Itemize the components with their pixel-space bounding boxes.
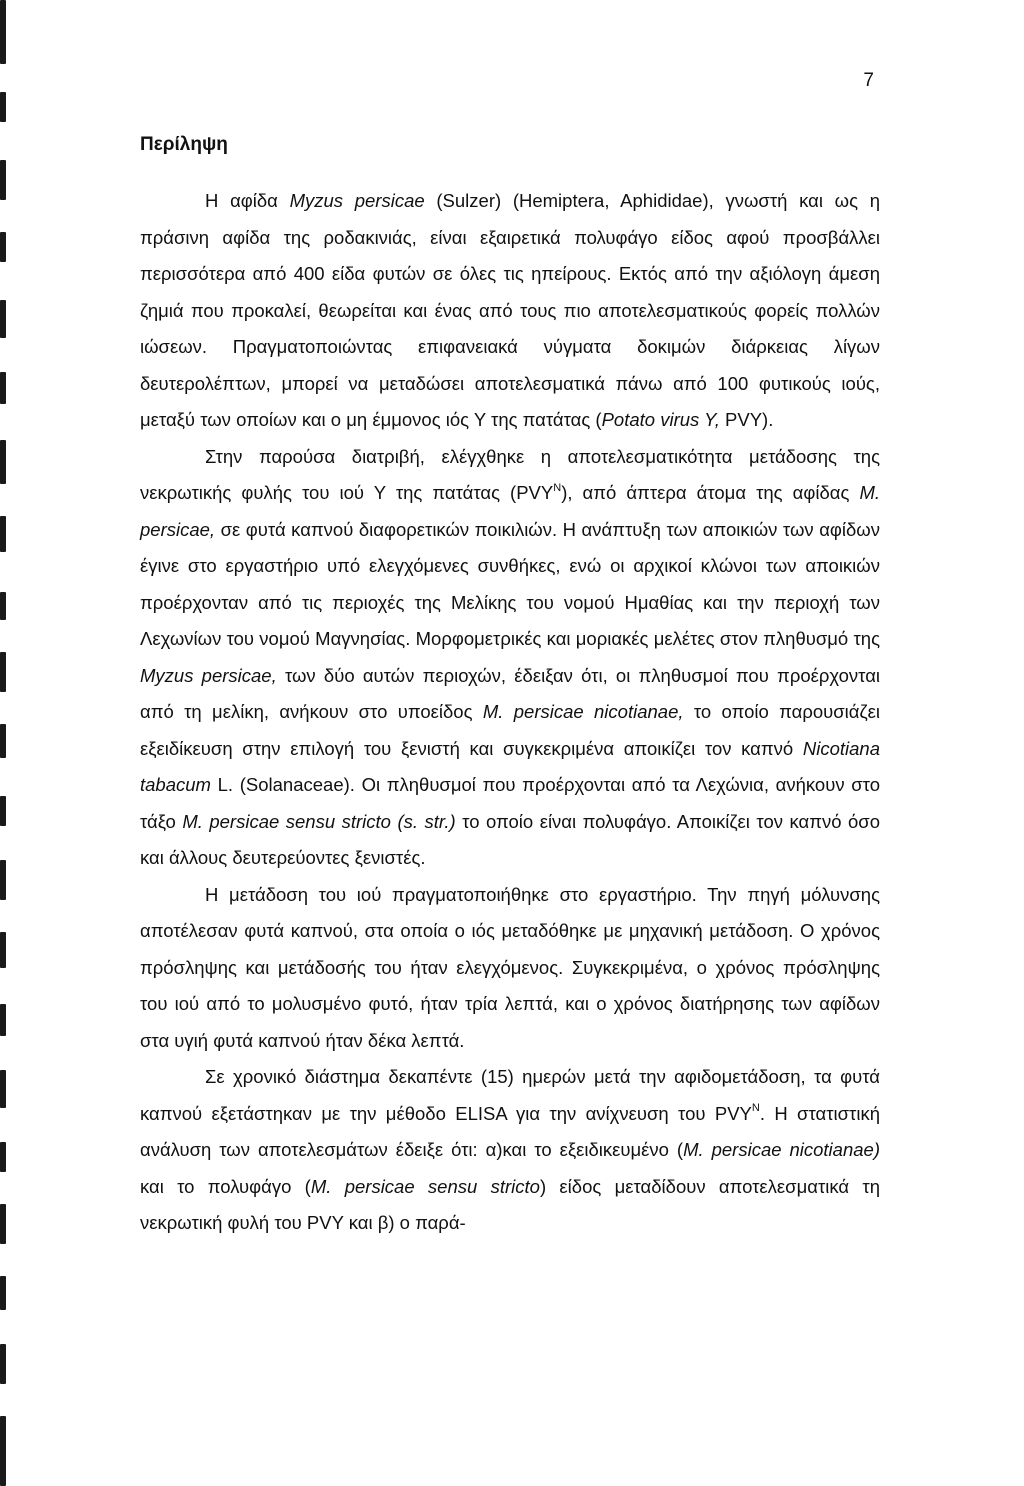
text-run: ) είδος μεταδίδουν αποτελεσματικά τη νεκρωτική φυλή του PVY και β) ο παρά- [140,1175,886,1233]
paragraph [140,1059,886,1242]
paragraph [140,439,886,877]
text-run: . Η στατιστική ανάλυση των αποτελεσμάτων έδειξε ότι: α)και το εξειδικευμένο ( [140,1102,886,1160]
italic-text-run: M. persicae nicotianae) [683,1139,880,1160]
italic-text-run: M. persicae, [140,482,886,540]
text-run: (Sulzer) (Hemiptera, Aphididae), γνωστή και ως η πράσινη αφίδα της ροδακινιάς, είναι εξαιρετικά πολυφάγο είδος αφού προσβάλλει περισσότερα από 400 είδα φυτών σε όλες τις ηπείρους. Εκτός από την αξιόλογη άμεση ζημιά που προκαλεί, θεωρείται και ένας από τους πιο αποτελεσματικούς φορείς πολλών ιώσεων. Πραγματοποιώντας επιφανειακά νύγματα δοκιμών διάρκειας λίγων δευτερολέπτων, μπορεί να μεταδώσει αποτελεσματικά πάνω από 100 φυτικούς ιούς, μεταξύ των οποίων και ο μη έμμονος ιός Υ της πατάτας ( [140,190,886,430]
text-run: και το πολυφάγο ( [140,1139,886,1197]
scan-binding-edge [0,0,9,1486]
abstract-body [140,183,886,1242]
text-run: σε φυτά καπνού διαφορετικών ποικιλιών. Η ανάπτυξη των αποικιών των αφίδων έγινε στο εργαστήριο υπό ελεγχόμενες συνθήκες, ενώ οι αρχικοί κλώνοι των αποικιών προέρχονταν από τις περιοχές της Μελίκης του νομού Ημαθίας και την περιοχή των Λεχωνίων του νομού Μαγνησίας. Μορφομετρικές και μοριακές μελέτες στον πληθυσμό της [140,518,886,649]
text-run: Σε χρονικό διάστημα δεκαπέντε (15) ημερών μετά την αφιδομετάδοση, τα φυτά καπνού εξετάστηκαν με την μέθοδο ELISA για την ανίχνευση του PVY [140,1066,886,1124]
italic-text-run: M. persicae sensu stricto (s. str.) [182,810,456,832]
text-run: το οποίο είναι πολυφάγο. Αποικίζει τον καπνό όσο και άλλους δευτερεύοντες ξενιστές. [140,810,886,868]
text-run: PVY). [719,409,774,430]
text-run: ), από άπτερα άτομα της αφίδας [561,482,860,503]
text-run: των δύο αυτών περιοχών, έδειξαν ότι, οι πληθυσμοί που προέρχονται από τη μελίκη, ανήκουν στο υποείδος [140,664,886,722]
paragraph [140,877,886,1060]
italic-text-run: Potato virus Y, [601,409,720,430]
superscript-text-run: N [751,1102,760,1115]
paragraph [140,183,886,439]
italic-text-run: Myzus persicae, [140,664,277,686]
italic-text-run: M. persicae nicotianae, [482,701,684,722]
text-run: Η αφίδα [205,190,290,211]
text-run: Στην παρούσα διατριβή, ελέγχθηκε η αποτελεσματικότητα μετάδοσης της νεκρωτικής φυλής του ιού Υ της πατάτας (PVY [140,445,886,503]
text-run: L. (Solanaceae). Οι πληθυσμοί που προέρχονται από τα Λεχώνια, ανήκουν στο τάξο [140,774,886,832]
text-run: το οποίο παρουσιάζει εξειδίκευση στην επιλογή του ξενιστή και συγκεκριμένα αποικίζει τον καπνό [140,701,886,759]
text-run: Η μετάδοση του ιού πραγματοποιήθηκε στο εργαστήριο. Την πηγή μόλυνσης αποτέλεσαν φυτά καπνού, στα οποία ο ιός μεταδόθηκε με μηχανική μετάδοση. Ο χρόνος πρόσληψης και μετάδοσής του ήταν ελεγχόμενος. Συγκεκριμένα, ο χρόνος πρόσληψης του ιού από το μολυσμένο φυτό, ήταν τρία λεπτά, και ο χρόνος διατήρησης των αφίδων στα υγιή φυτά καπνού ήταν δέκα λεπτά. [140,883,886,1051]
italic-text-run: M. persicae sensu stricto [310,1175,540,1197]
page-number: 7 [863,70,874,91]
italic-text-run: Myzus persicae [289,190,425,211]
section-heading: Περίληψη [140,134,228,155]
italic-text-run: Nicotiana tabacum [140,737,886,795]
superscript-text-run: N [553,481,562,494]
